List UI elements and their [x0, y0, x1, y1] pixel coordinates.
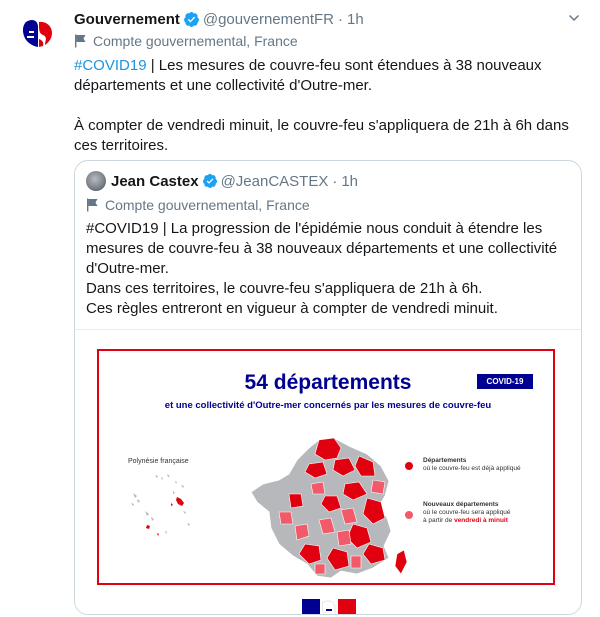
quote-timestamp[interactable]: 1h	[341, 172, 359, 190]
legend-existing-text: où le couvre-feu est déjà appliqué	[423, 465, 521, 472]
chevron-down-icon[interactable]	[566, 10, 582, 26]
hashtag-link[interactable]: #COVID19	[74, 57, 147, 74]
quote-text-line-3: Ces règles entreront en vigueur à compter de vendredi minuit.	[86, 300, 498, 317]
legend-existing-title: Départements	[423, 457, 467, 464]
quote-government-account-label[interactable]	[86, 197, 310, 213]
timestamp[interactable]: 1h	[346, 10, 364, 28]
tweet-text-rest: | Les mesures de couvre-feu sont étendues à 38 nouveaux départements et une collectivité d'Outre-mer.	[74, 57, 542, 94]
quote-text-line-2: Dans ces territoires, le couvre-feu s'appliquera de 21h à 6h.	[86, 280, 483, 297]
quote-avatar[interactable]	[86, 171, 106, 191]
display-name[interactable]: Gouvernement	[74, 10, 180, 28]
verified-badge-icon	[183, 11, 200, 28]
quote-display-name[interactable]: Jean Castex	[111, 172, 199, 190]
flag-icon	[86, 198, 99, 212]
infographic-subtitle: et une collectivité d'Outre-mer concernés par les mesures de couvre-feu	[164, 400, 492, 411]
polynesie-map	[125, 471, 200, 543]
quoted-tweet[interactable]	[74, 160, 582, 615]
legend-new-text: où le couvre-feu sera appliqué	[423, 509, 511, 516]
legend-dot-new	[405, 511, 413, 519]
government-account-text: Compte gouvernemental, France	[93, 33, 298, 49]
polynesie-label: Polynésie française	[128, 458, 189, 465]
legend-new-text-2: à partir de	[423, 517, 455, 524]
quote-handle[interactable]: @JeanCASTEX	[220, 172, 329, 190]
handle[interactable]: @gouvernementFR	[202, 10, 334, 28]
legend-new-red-text: vendredi à minuit	[454, 517, 508, 524]
legend-new-title: Nouveaux départements	[423, 501, 499, 508]
quote-government-account-text: Compte gouvernemental, France	[105, 197, 310, 213]
avatar[interactable]	[12, 9, 62, 59]
flag-icon	[74, 34, 87, 48]
separator-dot: ·	[332, 172, 338, 190]
marianne-logo-icon	[12, 9, 62, 59]
verified-badge-icon	[202, 173, 218, 189]
tweet-text	[74, 56, 579, 156]
tweet-text-paragraph-2: À compter de vendredi minuit, le couvre-feu s'appliquera de 21h à 6h dans ces territoires.	[74, 117, 569, 154]
infographic-title: 54 départements	[244, 371, 412, 394]
government-account-label[interactable]	[74, 33, 298, 49]
quote-text	[86, 219, 576, 319]
france-map	[249, 436, 409, 581]
infographic-frame	[97, 349, 555, 585]
legend-dot-existing	[405, 462, 413, 470]
quote-text-line-1: #COVID19 | La progression de l'épidémie nous conduit à étendre les mesures de couvre-feu à 38 nouveaux départements et une collectivité d'Outre-mer.	[86, 220, 558, 277]
republique-francaise-logo	[298, 593, 360, 615]
tweet-header	[74, 9, 364, 29]
media-image[interactable]	[75, 329, 582, 615]
separator-dot: ·	[337, 10, 343, 28]
covid-badge: COVID-19	[477, 374, 533, 389]
quote-header	[111, 171, 358, 191]
